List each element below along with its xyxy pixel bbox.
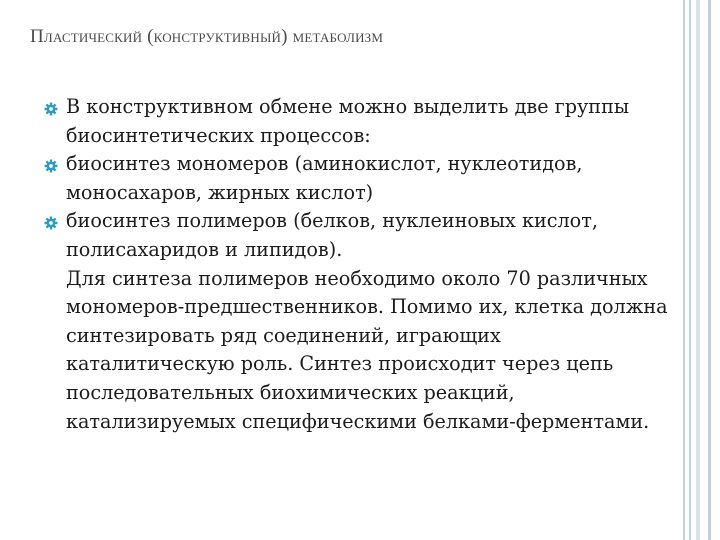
border-stripe [696, 0, 700, 540]
gear-bullet-icon [44, 102, 58, 116]
bullet-item [44, 207, 674, 264]
bullet-text: В конструктивном обмене можно выделить две группы биосинтетических процессов: [66, 95, 630, 147]
bullet-item [44, 93, 674, 150]
bullet-item [44, 150, 674, 207]
border-stripe [689, 0, 691, 540]
body-paragraph: Для синтеза полимеров необходимо около 70 различных мономеров-предшественников. Помимо их, клетка должна синтезировать ряд соединений, играющих каталитическую роль. Синтез происходит через цепь последовательных биохимических реакций, катализируемых специфическими белками-ферментами. [66, 266, 668, 433]
border-stripe [683, 0, 685, 540]
bullet-text: биосинтез мономеров (аминокислот, нуклеотидов, моносахаров, жирных кислот) [66, 152, 583, 204]
bullet-text: биосинтез полимеров (белков, нуклеиновых кислот, полисахаридов и липидов). [66, 209, 598, 261]
gear-bullet-icon [44, 216, 58, 230]
slide-title: Пластический (конструктивный) метаболизм [30, 26, 384, 47]
slide-body [44, 93, 674, 436]
border-stripe [708, 0, 711, 540]
gear-bullet-icon [44, 159, 58, 173]
